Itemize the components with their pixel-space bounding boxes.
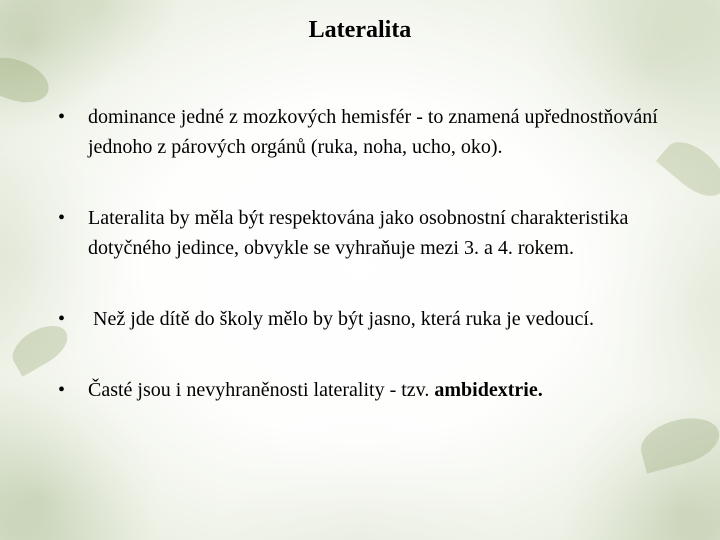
bullet-dot: • — [58, 106, 66, 128]
bullet-text: dominance jedné z mozkových hemisfér - to znamená upřednostňování jednoho z párových orgánů (ruka, noha, ucho, oko). — [88, 106, 658, 158]
bullet-list — [58, 102, 658, 405]
bullet-item — [58, 304, 658, 334]
bullet-item — [58, 203, 658, 263]
bullet-dot: • — [58, 379, 66, 401]
bullet-text: Než jde dítě do školy mělo by být jasno, která ruka je vedoucí. — [88, 308, 594, 330]
bullet-item — [58, 102, 658, 162]
bullet-text: Časté jsou i nevyhraněnosti laterality - tzv. — [88, 379, 435, 401]
bullet-dot: • — [58, 207, 66, 229]
bullet-text: Lateralita by měla být respektována jako osobnostní charakteristika dotyčného jedince, obvykle se vyhraňuje mezi 3. a 4. rokem. — [88, 207, 629, 259]
bullet-item — [58, 375, 658, 405]
emphasis-term: ambidextrie. — [434, 379, 543, 401]
slide-title: Lateralita — [308, 17, 412, 43]
bullet-dot: • — [58, 308, 66, 330]
